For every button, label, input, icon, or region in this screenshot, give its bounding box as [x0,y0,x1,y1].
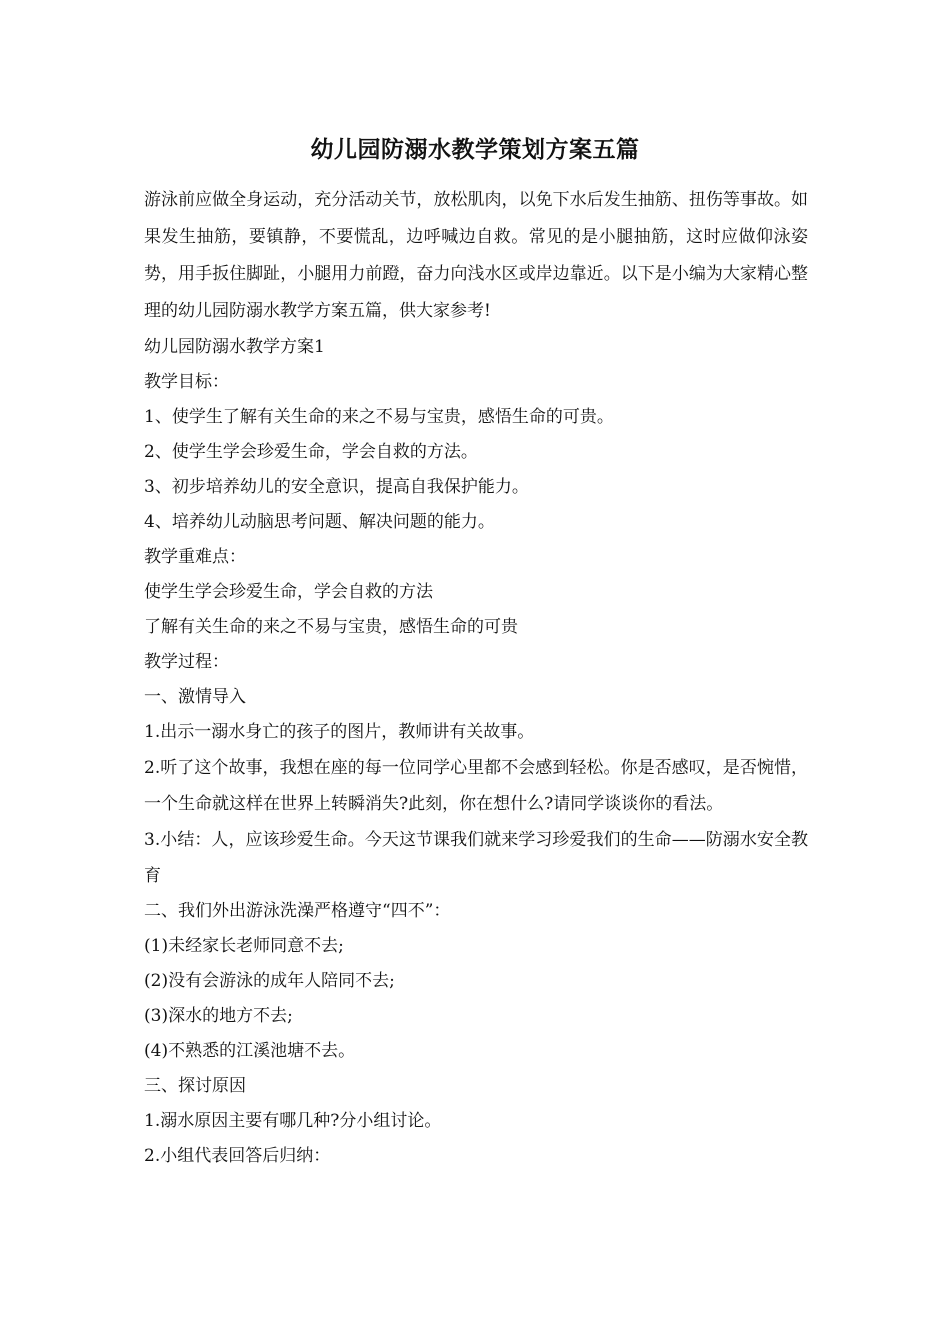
process-step-heading: 三、探讨原因 [144,1076,246,1096]
intro-paragraph: 游泳前应做全身运动，充分活动关节，放松肌肉，以免下水后发生抽筋、扭伤等事故。如果发生抽筋，要镇静，不要慌乱，边呼喊边自救。常见的是小腿抽筋，这时应做仰泳姿势，用手扳住脚趾，小腿用力前蹬，奋力向浅水区或岸边靠近。以下是小编为大家精心整理的幼儿园防溺水教学方案五篇，供大家参考! [144,190,808,321]
process-step-heading: 二、我们外出游泳洗澡严格遵守“四不”： [144,901,451,921]
rule-item: (3)深水的地方不去; [144,1006,293,1026]
key-point-item: 了解有关生命的来之不易与宝贵，感悟生命的可贵 [144,617,518,637]
rule-item: (4)不熟悉的江溪池塘不去。 [144,1041,356,1061]
subheading-objectives: 教学目标： [144,372,229,392]
objective-item: 3、初步培养幼儿的安全意识，提高自我保护能力。 [144,477,529,497]
subheading-key-points: 教学重难点： [144,547,246,567]
rule-item: (2)没有会游泳的成年人陪同不去; [144,971,395,991]
subheading-process: 教学过程： [144,652,229,672]
process-item: 3.小结：人，应该珍爱生命。今天这节课我们就来学习珍爱我们的生命——防溺水安全教育 [144,830,808,886]
objective-item: 2、使学生学会珍爱生命，学会自救的方法。 [144,442,478,462]
objective-item: 1、使学生了解有关生命的来之不易与宝贵，感悟生命的可贵。 [144,407,614,427]
process-item: 2.听了这个故事，我想在座的每一位同学心里都不会感到轻松。你是否感叹，是否惋惜，一个生命就这样在世界上转瞬消失?此刻，你在想什么?请同学谈谈你的看法。 [144,758,808,814]
process-item: 1.出示一溺水身亡的孩子的图片，教师讲有关故事。 [144,722,535,742]
key-point-item: 使学生学会珍爱生命，学会自救的方法 [144,582,433,602]
process-step-heading: 一、激情导入 [144,687,246,707]
objective-item: 4、培养幼儿动脑思考问题、解决问题的能力。 [144,512,495,532]
process-item: 1.溺水原因主要有哪几种?分小组讨论。 [144,1111,442,1131]
document-body [144,330,808,1174]
section-heading: 幼儿园防溺水教学方案1 [144,337,325,357]
rule-item: (1)未经家长老师同意不去; [144,936,344,956]
process-item: 2.小组代表回答后归纳： [144,1146,331,1166]
document-title: 幼儿园防溺水教学策划方案五篇 [310,136,640,163]
